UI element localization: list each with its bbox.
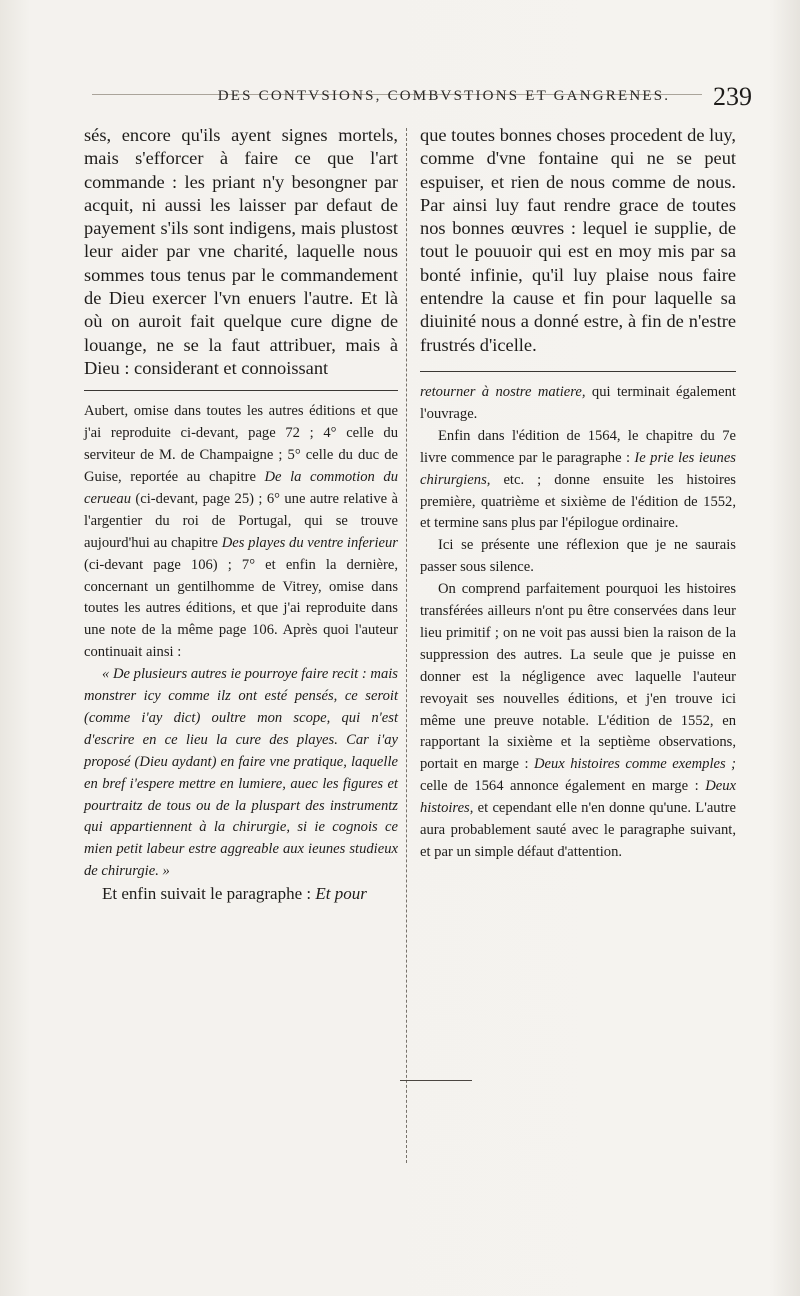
right-note-paragraph-1: retourner à nostre matiere, qui terminait également l'ouvrage. [420, 383, 736, 422]
column-divider [406, 128, 407, 1163]
right-note-paragraph-2: Enfin dans l'édition de 1564, le chapitre du 7e livre commence par le paragraphe : Ie prie les ieunes chirurgiens, etc. ; donne ensuite les histoires première, quatrième et sixième de l'édition de 1552, et termine sans plus par l'épilogue ordinaire. [420, 427, 736, 532]
footnote-rule-left [84, 390, 398, 391]
left-column [84, 124, 398, 905]
running-title: DES CONTVSIONS, COMBVSTIONS ET GANGRENES. [217, 88, 671, 104]
right-column [420, 124, 736, 864]
page-header [92, 82, 752, 118]
left-note-quote: « De plusieurs autres ie pourroye faire recit : mais monstrer icy comme ilz ont esté pensés, ce seroit (comme i'ay dict) oultre mon scope, qui n'est d'escrire en ce lieu la cure des playes. Car i'ay proposé (Dieu aydant) en faire vne pratique, laquelle en bref i'espere mettre en lumiere, auec les figures et pourtraitz de tous ou de la pluspart des instrumentz qui appartiennent à la chirurgie, si ie cognois ce mien petit labeur estre aggreable aux ieunes studieux de chirurgie. » [84, 666, 398, 880]
right-note-paragraph-3: Ici se présente une réflexion que je ne saurais passer sous silence. [420, 537, 736, 576]
left-footnote [84, 401, 398, 905]
footnote-rule-right [420, 371, 736, 372]
right-main-paragraph: que toutes bonnes choses procedent de luy, comme d'vne fontaine qui ne se peut espuiser, et rien de nous comme de nous. Par ainsi luy faut rendre grace de toutes nos bonnes œuvres : lequel ie supplie, de tout le pouuoir qui est en moy mis par sa bonté infinie, qu'il luy plaise nous faire entendre la cause et fin pour laquelle sa diuinité nous a donné estre, à fin de n'estre frustrés d'icelle. [420, 125, 736, 355]
left-main-text [84, 124, 398, 380]
left-note-paragraph-1: Aubert, omise dans toutes les autres éditions et que j'ai reproduite ci-devant, page 72 ; 4° celle du serviteur de M. de Champaigne ; 5° celle du duc de Guise, reportée au chapitre De la commotion du cerueau (ci-devant, page 25) ; 6° une autre relative à l'argentier du roi de Portugal, qui se trouve aujourd'hui au chapitre Des playes du ventre inferieur (ci-devant page 106) ; 7° et enfin la dernière, concernant un gentilhomme de Vitrey, omise dans toutes les autres éditions, et que j'ai reproduite dans une note de la même page 106. Après quoi l'auteur continuait ainsi : [84, 403, 399, 661]
bottom-rule [400, 1080, 472, 1081]
page-number: 239 [713, 82, 752, 111]
right-footnote [420, 382, 736, 864]
left-main-paragraph: sés, encore qu'ils ayent signes mortels, mais s'efforcer à faire ce que l'art commande : les priant n'y besongner par acquit, ni aussi les laisser par defaut de payement s'ils sont indigens, mais plustost leur aider par vne charité, laquelle nous sommes tous tenus par le commandement de Dieu exercer l'vn enuers l'autre. Et là où on auroit fait quelque cure digne de louange, ne se la faut attribuer, mais à Dieu : considerant et connoissant [84, 125, 398, 378]
right-note-paragraph-4: On comprend parfaitement pourquoi les histoires transférées ailleurs n'ont pu être conservées dans leur lieu primitif ; on ne voit pas aussi bien la raison de la suppression des autres. La seule que je puisse en donner est la négligence avec laquelle l'auteur revoyait ses nouvelles éditions, et j'en trouve ici même une preuve notable. L'édition de 1552, en rapportant la sixième et la septième observations, portait en marge : Deux histoires comme exemples ; celle de 1564 annonce également en marge : Deux histoires, et cependant elle n'en donne qu'une. L'autre aura probablement sauté avec le paragraphe suivant, et par un simple défaut d'attention. [420, 581, 736, 860]
left-note-end: Et enfin suivait le paragraphe : Et pour [102, 884, 367, 904]
right-main-text [420, 124, 736, 357]
